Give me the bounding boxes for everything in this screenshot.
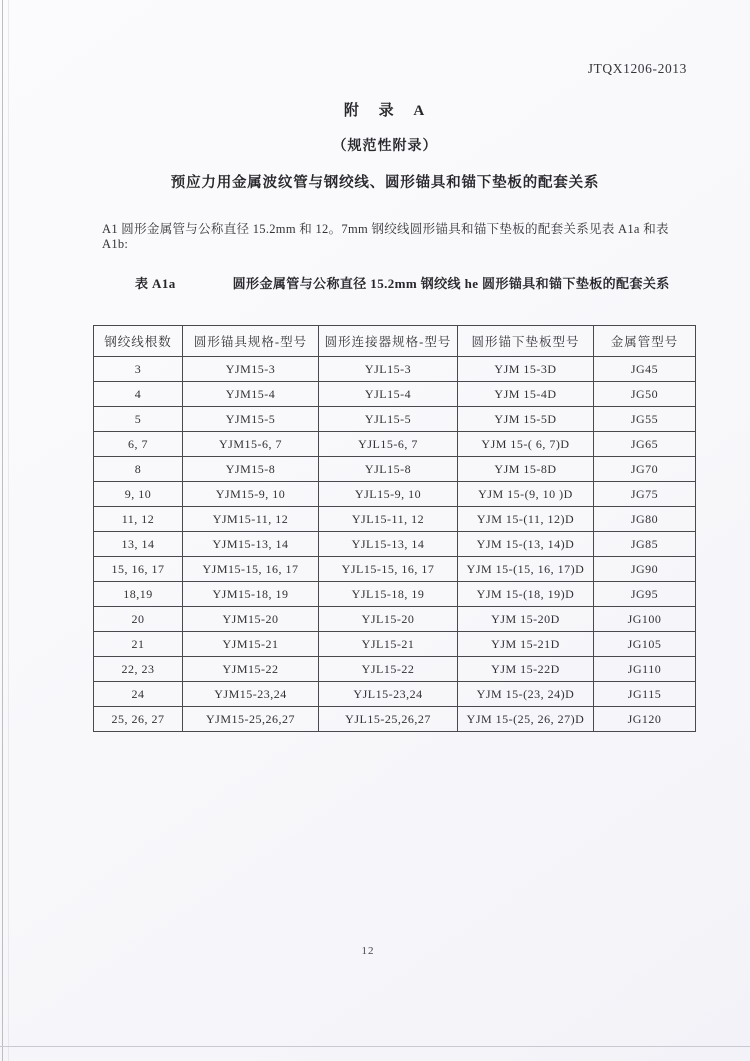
- clause-a1: A1 圆形金属管与公称直径 15.2mm 和 12。7mm 钢绞线圆形锚具和锚下垫板的配套关系见表 A1a 和表 A1b:: [102, 222, 669, 251]
- cell-anchorage-model: YJM15-20: [183, 607, 319, 632]
- cell-coupler-model: YJL15-15, 16, 17: [319, 557, 458, 582]
- table-row: [94, 532, 696, 557]
- header-anchorage-model: 圆形锚具规格-型号: [183, 326, 319, 357]
- cell-bearing-plate-model: YJM 15-(25, 26, 27)D: [458, 707, 594, 732]
- cell-metal-duct-model: JG85: [594, 532, 696, 557]
- cell-anchorage-model: YJM15-13, 14: [183, 532, 319, 557]
- cell-metal-duct-model: JG55: [594, 407, 696, 432]
- cell-coupler-model: YJL15-11, 12: [319, 507, 458, 532]
- header-strand-count: 钢绞线根数: [94, 326, 183, 357]
- cell-bearing-plate-model: YJM 15-8D: [458, 457, 594, 482]
- cell-anchorage-model: YJM15-4: [183, 382, 319, 407]
- cell-bearing-plate-model: YJM 15-20D: [458, 607, 594, 632]
- cell-anchorage-model: YJM15-15, 16, 17: [183, 557, 319, 582]
- cell-bearing-plate-model: YJM 15-4D: [458, 382, 594, 407]
- cell-coupler-model: YJL15-9, 10: [319, 482, 458, 507]
- header-bearing-plate-model: 圆形锚下垫板型号: [458, 326, 594, 357]
- cell-coupler-model: YJL15-3: [319, 357, 458, 382]
- cell-strand-count: 11, 12: [94, 507, 183, 532]
- cell-metal-duct-model: JG75: [594, 482, 696, 507]
- appendix-title: 预应力用金属波纹管与钢绞线、圆形锚具和锚下垫板的配套关系: [170, 175, 600, 191]
- table-row: [94, 357, 696, 382]
- cell-strand-count: 25, 26, 27: [94, 707, 183, 732]
- header-coupler-model: 圆形连接器规格-型号: [319, 326, 458, 357]
- table-caption-label: 表 A1a: [135, 276, 176, 291]
- cell-metal-duct-model: JG80: [594, 507, 696, 532]
- scan-left-edge-line: [2, 0, 3, 1061]
- table-header-row: [94, 326, 696, 357]
- cell-bearing-plate-model: YJM 15-(13, 14)D: [458, 532, 594, 557]
- cell-anchorage-model: YJM15-18, 19: [183, 582, 319, 607]
- cell-anchorage-model: YJM15-8: [183, 457, 319, 482]
- cell-anchorage-model: YJM15-25,26,27: [183, 707, 319, 732]
- table-row: [94, 557, 696, 582]
- cell-strand-count: 18,19: [94, 582, 183, 607]
- cell-strand-count: 3: [94, 357, 183, 382]
- table-row: [94, 507, 696, 532]
- cell-coupler-model: YJL15-23,24: [319, 682, 458, 707]
- cell-metal-duct-model: JG105: [594, 632, 696, 657]
- compatibility-table: [93, 325, 696, 732]
- table-row: [94, 482, 696, 507]
- cell-metal-duct-model: JG100: [594, 607, 696, 632]
- cell-strand-count: 5: [94, 407, 183, 432]
- cell-anchorage-model: YJM15-6, 7: [183, 432, 319, 457]
- cell-coupler-model: YJL15-20: [319, 607, 458, 632]
- cell-metal-duct-model: JG70: [594, 457, 696, 482]
- cell-coupler-model: YJL15-5: [319, 407, 458, 432]
- cell-metal-duct-model: JG120: [594, 707, 696, 732]
- cell-strand-count: 21: [94, 632, 183, 657]
- standard-number: JTQX1206-2013: [587, 61, 687, 76]
- header-metal-duct-model: 金属管型号: [594, 326, 696, 357]
- cell-metal-duct-model: JG45: [594, 357, 696, 382]
- cell-bearing-plate-model: YJM 15-(11, 12)D: [458, 507, 594, 532]
- table-row: [94, 707, 696, 732]
- cell-strand-count: 8: [94, 457, 183, 482]
- table-row: [94, 457, 696, 482]
- scan-left-edge-shadow: [8, 0, 9, 1061]
- cell-coupler-model: YJL15-8: [319, 457, 458, 482]
- cell-anchorage-model: YJM15-9, 10: [183, 482, 319, 507]
- cell-anchorage-model: YJM15-3: [183, 357, 319, 382]
- cell-strand-count: 4: [94, 382, 183, 407]
- cell-coupler-model: YJL15-25,26,27: [319, 707, 458, 732]
- cell-metal-duct-model: JG50: [594, 382, 696, 407]
- table-caption: [135, 273, 670, 292]
- cell-metal-duct-model: JG110: [594, 657, 696, 682]
- cell-coupler-model: YJL15-21: [319, 632, 458, 657]
- cell-strand-count: 13, 14: [94, 532, 183, 557]
- page-number: 12: [361, 945, 375, 957]
- appendix-type: （规范性附录）: [332, 139, 438, 154]
- cell-bearing-plate-model: YJM 15-( 6, 7)D: [458, 432, 594, 457]
- cell-anchorage-model: YJM15-22: [183, 657, 319, 682]
- table-row: [94, 582, 696, 607]
- table-row: [94, 657, 696, 682]
- cell-strand-count: 9, 10: [94, 482, 183, 507]
- scan-bottom-edge-line: [0, 1046, 750, 1047]
- table-row: [94, 682, 696, 707]
- cell-coupler-model: YJL15-18, 19: [319, 582, 458, 607]
- cell-bearing-plate-model: YJM 15-(23, 24)D: [458, 682, 594, 707]
- cell-coupler-model: YJL15-4: [319, 382, 458, 407]
- cell-bearing-plate-model: YJM 15-22D: [458, 657, 594, 682]
- cell-bearing-plate-model: YJM 15-(15, 16, 17)D: [458, 557, 594, 582]
- cell-bearing-plate-model: YJM 15-5D: [458, 407, 594, 432]
- cell-anchorage-model: YJM15-21: [183, 632, 319, 657]
- cell-anchorage-model: YJM15-5: [183, 407, 319, 432]
- cell-strand-count: 20: [94, 607, 183, 632]
- cell-strand-count: 24: [94, 682, 183, 707]
- table-body: [94, 357, 696, 732]
- cell-bearing-plate-model: YJM 15-21D: [458, 632, 594, 657]
- table-row: [94, 607, 696, 632]
- cell-strand-count: 22, 23: [94, 657, 183, 682]
- cell-metal-duct-model: JG115: [594, 682, 696, 707]
- cell-coupler-model: YJL15-13, 14: [319, 532, 458, 557]
- cell-bearing-plate-model: YJM 15-(18, 19)D: [458, 582, 594, 607]
- table-row: [94, 432, 696, 457]
- cell-metal-duct-model: JG95: [594, 582, 696, 607]
- cell-anchorage-model: YJM15-23,24: [183, 682, 319, 707]
- cell-bearing-plate-model: YJM 15-3D: [458, 357, 594, 382]
- cell-metal-duct-model: JG65: [594, 432, 696, 457]
- table-row: [94, 407, 696, 432]
- cell-coupler-model: YJL15-6, 7: [319, 432, 458, 457]
- cell-coupler-model: YJL15-22: [319, 657, 458, 682]
- cell-bearing-plate-model: YJM 15-(9, 10 )D: [458, 482, 594, 507]
- cell-strand-count: 15, 16, 17: [94, 557, 183, 582]
- table-row: [94, 632, 696, 657]
- cell-strand-count: 6, 7: [94, 432, 183, 457]
- appendix-label: 附 录 A: [343, 103, 427, 119]
- cell-anchorage-model: YJM15-11, 12: [183, 507, 319, 532]
- table-caption-title: 圆形金属管与公称直径 15.2mm 钢绞线 he 圆形锚具和锚下垫板的配套关系: [232, 276, 670, 291]
- cell-metal-duct-model: JG90: [594, 557, 696, 582]
- table-row: [94, 382, 696, 407]
